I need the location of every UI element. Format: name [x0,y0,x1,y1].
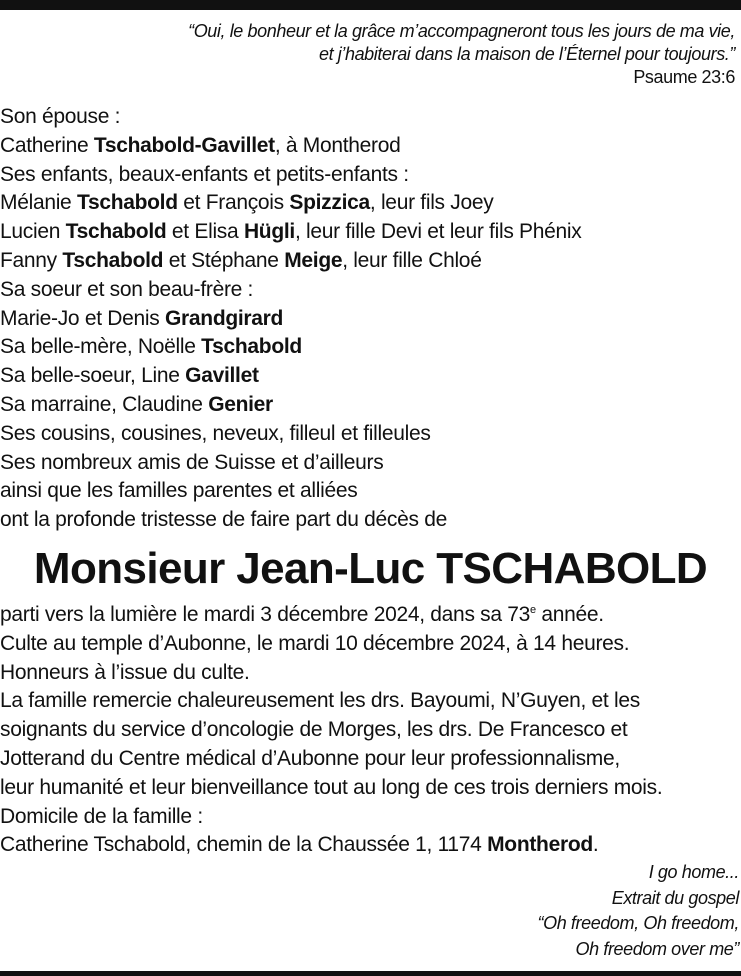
quote-line-2: et j’habiterai dans la maison de l’Éternel pour toujours.” [318,44,735,64]
mourner-line: Catherine Tschabold-Gavillet, à Montherod [0,133,401,157]
thanks-line: La famille remercie chaleureusement les drs. Bayoumi, N’Guyen, et les [0,689,640,713]
epigraph-line: “Oh freedom, Oh freedom, [537,913,739,933]
address-line: Catherine Tschabold, chemin de la Chaussée 1, 1174 Montherod. [0,833,599,857]
mourners-list [0,103,741,535]
thanks-line: soignants du service d’oncologie de Morges, les drs. De Francesco et [0,718,628,742]
thanks-line: leur humanité et leur bienveillance tout au long de ces trois derniers mois. [0,775,663,799]
epigraph-line: Extrait du gospel [611,887,739,908]
mourner-line: Sa belle-soeur, Line Gavillet [0,364,259,388]
closing-epigraph [339,860,739,962]
mourner-line: Mélanie Tschabold et François Spizzica, leur fils Joey [0,191,494,215]
deceased-name-heading: Monsieur Jean-Luc TSCHABOLD [33,544,708,593]
mourner-line: ainsi que les familles parentes et alliées [0,479,358,503]
opening-bible-quote [35,20,735,89]
thanks-line: Jotterand du Centre médical d’Aubonne pour leur professionnalisme, [0,746,620,770]
mourner-line: Ses enfants, beaux-enfants et petits-enfants : [0,162,409,186]
mourner-line: Ses cousins, cousines, neveux, filleul et filleules [0,421,431,445]
mourner-line: Lucien Tschabold et Elisa Hügli, leur fille Devi et leur fils Phénix [0,220,582,244]
mourner-line: Son épouse : [0,105,121,128]
domicile-label: Domicile de la famille : [0,804,203,828]
epigraph-line: I go home... [648,862,739,882]
epigraph-line: Oh freedom over me” [575,938,739,959]
death-date-line: parti vers la lumière le mardi 3 décembre 2024, dans sa 73e année. [0,603,604,626]
mourner-line: Sa soeur et son beau-frère : [0,277,254,301]
mourner-line: Marie-Jo et Denis Grandgirard [0,306,284,330]
mourner-line: Ses nombreux amis de Suisse et d’ailleurs [0,450,384,474]
mourner-line: ont la profonde tristesse de faire part du décès de [0,508,447,532]
quote-line-1: “Oui, le bonheur et la grâce m’accompagneront tous les jours de ma vie, [188,21,735,41]
mourner-line: Fanny Tschabold et Stéphane Meige, leur fille Chloé [0,248,482,272]
honours-line: Honneurs à l’issue du culte. [0,660,250,684]
mourner-line: Sa marraine, Claudine Genier [0,392,273,416]
service-line: Culte au temple d’Aubonne, le mardi 10 décembre 2024, à 14 heures. [0,631,630,655]
top-border-rule [0,0,741,10]
announcement-details [0,601,741,860]
bottom-border-rule [0,971,741,976]
quote-reference: Psaume 23:6 [633,67,735,87]
mourner-line: Sa belle-mère, Noëlle Tschabold [0,335,302,359]
